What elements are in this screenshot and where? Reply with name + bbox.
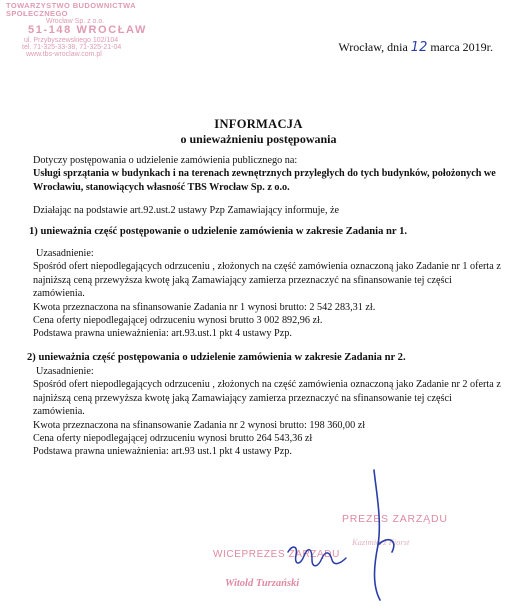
section-1-justification-label: Uzasadnienie: [36, 248, 94, 259]
stamp-line-city: 51-148 WROCŁAW [28, 24, 147, 37]
vice-president-stamp: WICEPREZES ZARZĄDU [213, 549, 340, 560]
board-president-signature [374, 470, 394, 600]
intro-paragraph [33, 154, 503, 194]
section-1-justification-text: Spośród ofert niepodlegających odrzuceniu , złożonych na część zamówienia oznaczoną jako Zadanie nr 1 oferta z najniższą ceną przewyższa kwotę jaką Zamawiający zamierza przeznaczyć na sfinansowanie tej części zamówienia. [33, 261, 501, 300]
section-1-budget-amount: Kwota przeznaczona na sfinansowanie Zadania nr 1 wynosi brutto: 2 542 283,31 zł. [33, 301, 376, 313]
section-2-justification-label: Uzasadnienie: [36, 366, 94, 377]
document-title: INFORMACJA [214, 117, 303, 131]
vice-president-name-stamp: Witold Turzański [225, 578, 300, 589]
stamp-line-company: TOWARZYSTWO BUDOWNICTWA SPOŁECZNEGO [6, 1, 136, 18]
board-president-stamp: PREZES ZARZĄDU [342, 513, 448, 525]
section-1-legal-basis: Podstawa prawna unieważnienia: art.93.ust.1 pkt 4 ustawy Pzp. [33, 328, 292, 340]
section-2-budget-amount: Kwota przeznaczona na sfinansowanie Zadania nr 2 wynosi brutto: 198 360,00 zł [33, 419, 366, 431]
board-president-name-stamp: Kazimierz Fiorst [352, 537, 410, 547]
section-2-heading: 2) unieważnia część postępowania o udzielenie zamówienia w zakresie Zadania nr 2. [27, 352, 406, 363]
section-1-body [33, 247, 503, 341]
place-date-suffix: marca 2019r. [427, 40, 493, 54]
handwritten-day: 12 [410, 40, 428, 55]
place-date-prefix: Wrocław, dnia [338, 40, 411, 54]
procurement-subject: Usługi sprzątania w budynkach i na terenach zewnętrznych przyległych do tych budynków, położonych we Wrocławiu, stanowiących własność TBS Wrocław Sp. z o.o. [33, 168, 496, 193]
stamp-line-phone: tel. 71-325-33-38, 71-325-21-04 [22, 43, 122, 51]
stamp-line-company-suffix: Wrocław Sp. z o.o. [46, 17, 105, 25]
section-2-justification-text: Spośród ofert niepodlegających odrzuceniu , złożonych na część zamówienia oznaczoną jako Zadanie nr 2 oferta z najniższą ceną przewyższa kwotę jaką Zamawiający zamierza przeznaczyć na sfinansowanie tej części zamówienia. [33, 379, 501, 418]
section-1-heading: 1) unieważnia część postępowanie o udzielenie zamówienia w zakresie Zadania nr 1. [29, 226, 408, 237]
document-subtitle: o unieważnieniu postępowania [180, 132, 337, 146]
legal-basis: Działając na podstawie art.92.ust.2 ustawy Pzp Zamawiający informuje, że [33, 205, 340, 216]
stamp-line-street: ul. Przybyszewskiego 102/104 [24, 36, 119, 44]
intro-line: Dotyczy postępowania o udzielenie zamówienia publicznego na: [33, 155, 298, 166]
section-2-legal-basis: Podstawa prawna unieważnienia: art.93 ust.1 pkt 4 ustawy Pzp. [33, 446, 292, 458]
section-2-body [33, 365, 503, 459]
section-1-offer-price: Cena oferty niepodlegającej odrzuceniu wynosi brutto 3 002 892,96 zł. [33, 315, 323, 327]
section-2-offer-price: Cena oferty niepodlegającej odrzuceniu wynosi brutto 264 543,36 zł [33, 433, 313, 445]
letterhead-stamp [6, 2, 188, 94]
place-date [338, 40, 493, 55]
stamp-line-website: www.tbs-wroclaw.com.pl [26, 51, 102, 59]
